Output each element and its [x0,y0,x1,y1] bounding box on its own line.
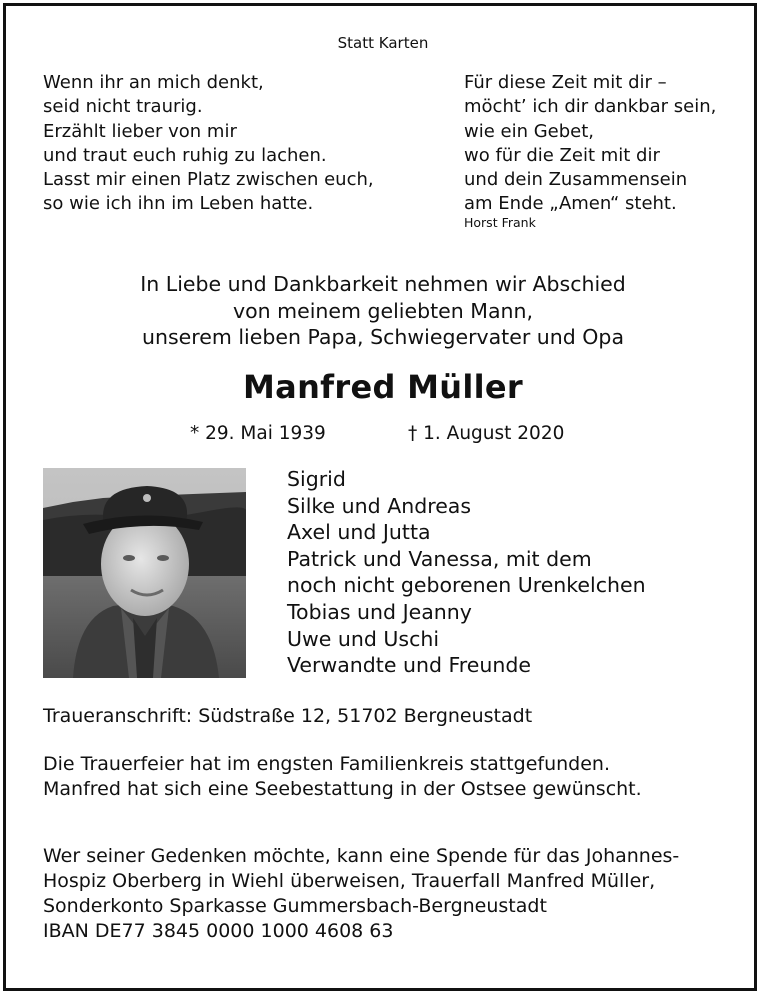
farewell-intro [0,271,766,351]
donation-note [43,844,679,944]
family-list [287,466,646,679]
poem-right-line: wie ein Gebet, [464,120,595,142]
poem-left-line: so wie ich ihn im Leben hatte. [43,193,314,215]
poem-right-line: Für diese Zeit mit dir – [464,72,667,93]
donation-line: Wer seiner Gedenken möchte, kann eine Spende für das Johannes- [43,845,680,867]
donation-line: Hospiz Oberberg in Wiehl überweisen, Trauerfall Manfred Müller, [43,870,656,892]
poem-left-line: seid nicht traurig. [43,96,203,118]
poem-left-line: Erzählt lieber von mir [43,120,237,142]
poem-left [43,71,374,217]
family-member: Silke und Andreas [287,493,472,518]
poem-right-line: wo für die Zeit mit dir [464,144,660,166]
family-member: Axel und Jutta [287,520,431,545]
ceremony-line: Manfred hat sich eine Seebestattung in der Ostsee gewünscht. [43,777,642,800]
intro-line: In Liebe und Dankbarkeit nehmen wir Abschied [140,272,626,296]
poem-left-line: und traut euch ruhig zu lachen. [43,144,327,166]
ceremony-line: Die Trauerfeier hat im engsten Familienkreis stattgefunden. [43,753,611,775]
portrait-photo [43,468,246,678]
poem-right-line: am Ende „Amen“ steht. [464,193,677,215]
poem-left-line: Wenn ihr an mich denkt, [43,72,264,93]
death-date: † 1. August 2020 [408,423,565,444]
poem-right-line: und dein Zusammensein [464,169,688,191]
poem-right [464,71,716,217]
poem-right-line: möcht’ ich dir dankbar sein, [464,96,717,118]
deceased-name: Manfred Müller [243,368,523,406]
birth-date: * 29. Mai 1939 [190,423,326,444]
family-member: Sigrid [287,467,346,491]
poem-author: Horst Frank [464,215,536,230]
family-member: Verwandte und Freunde [287,653,531,678]
mourning-address: Traueranschrift: Südstraße 12, 51702 Bergneustadt [43,705,533,727]
poem-left-line: Lasst mir einen Platz zwischen euch, [43,169,374,191]
family-member: Uwe und Uschi [287,626,440,651]
header-statt-karten: Statt Karten [337,34,429,52]
ceremony-note [43,752,642,801]
family-member: Patrick und Vanessa, mit dem [287,546,592,571]
donation-line: Sonderkonto Sparkasse Gummersbach-Bergneustadt [43,895,547,917]
family-member: Tobias und Jeanny [287,599,472,624]
donation-iban: IBAN DE77 3845 0000 1000 4608 63 [43,920,394,942]
intro-line: unserem lieben Papa, Schwiegervater und Opa [141,325,625,349]
intro-line: von meinem geliebten Mann, [232,298,534,323]
family-member: noch nicht geborenen Urenkelchen [287,573,646,598]
